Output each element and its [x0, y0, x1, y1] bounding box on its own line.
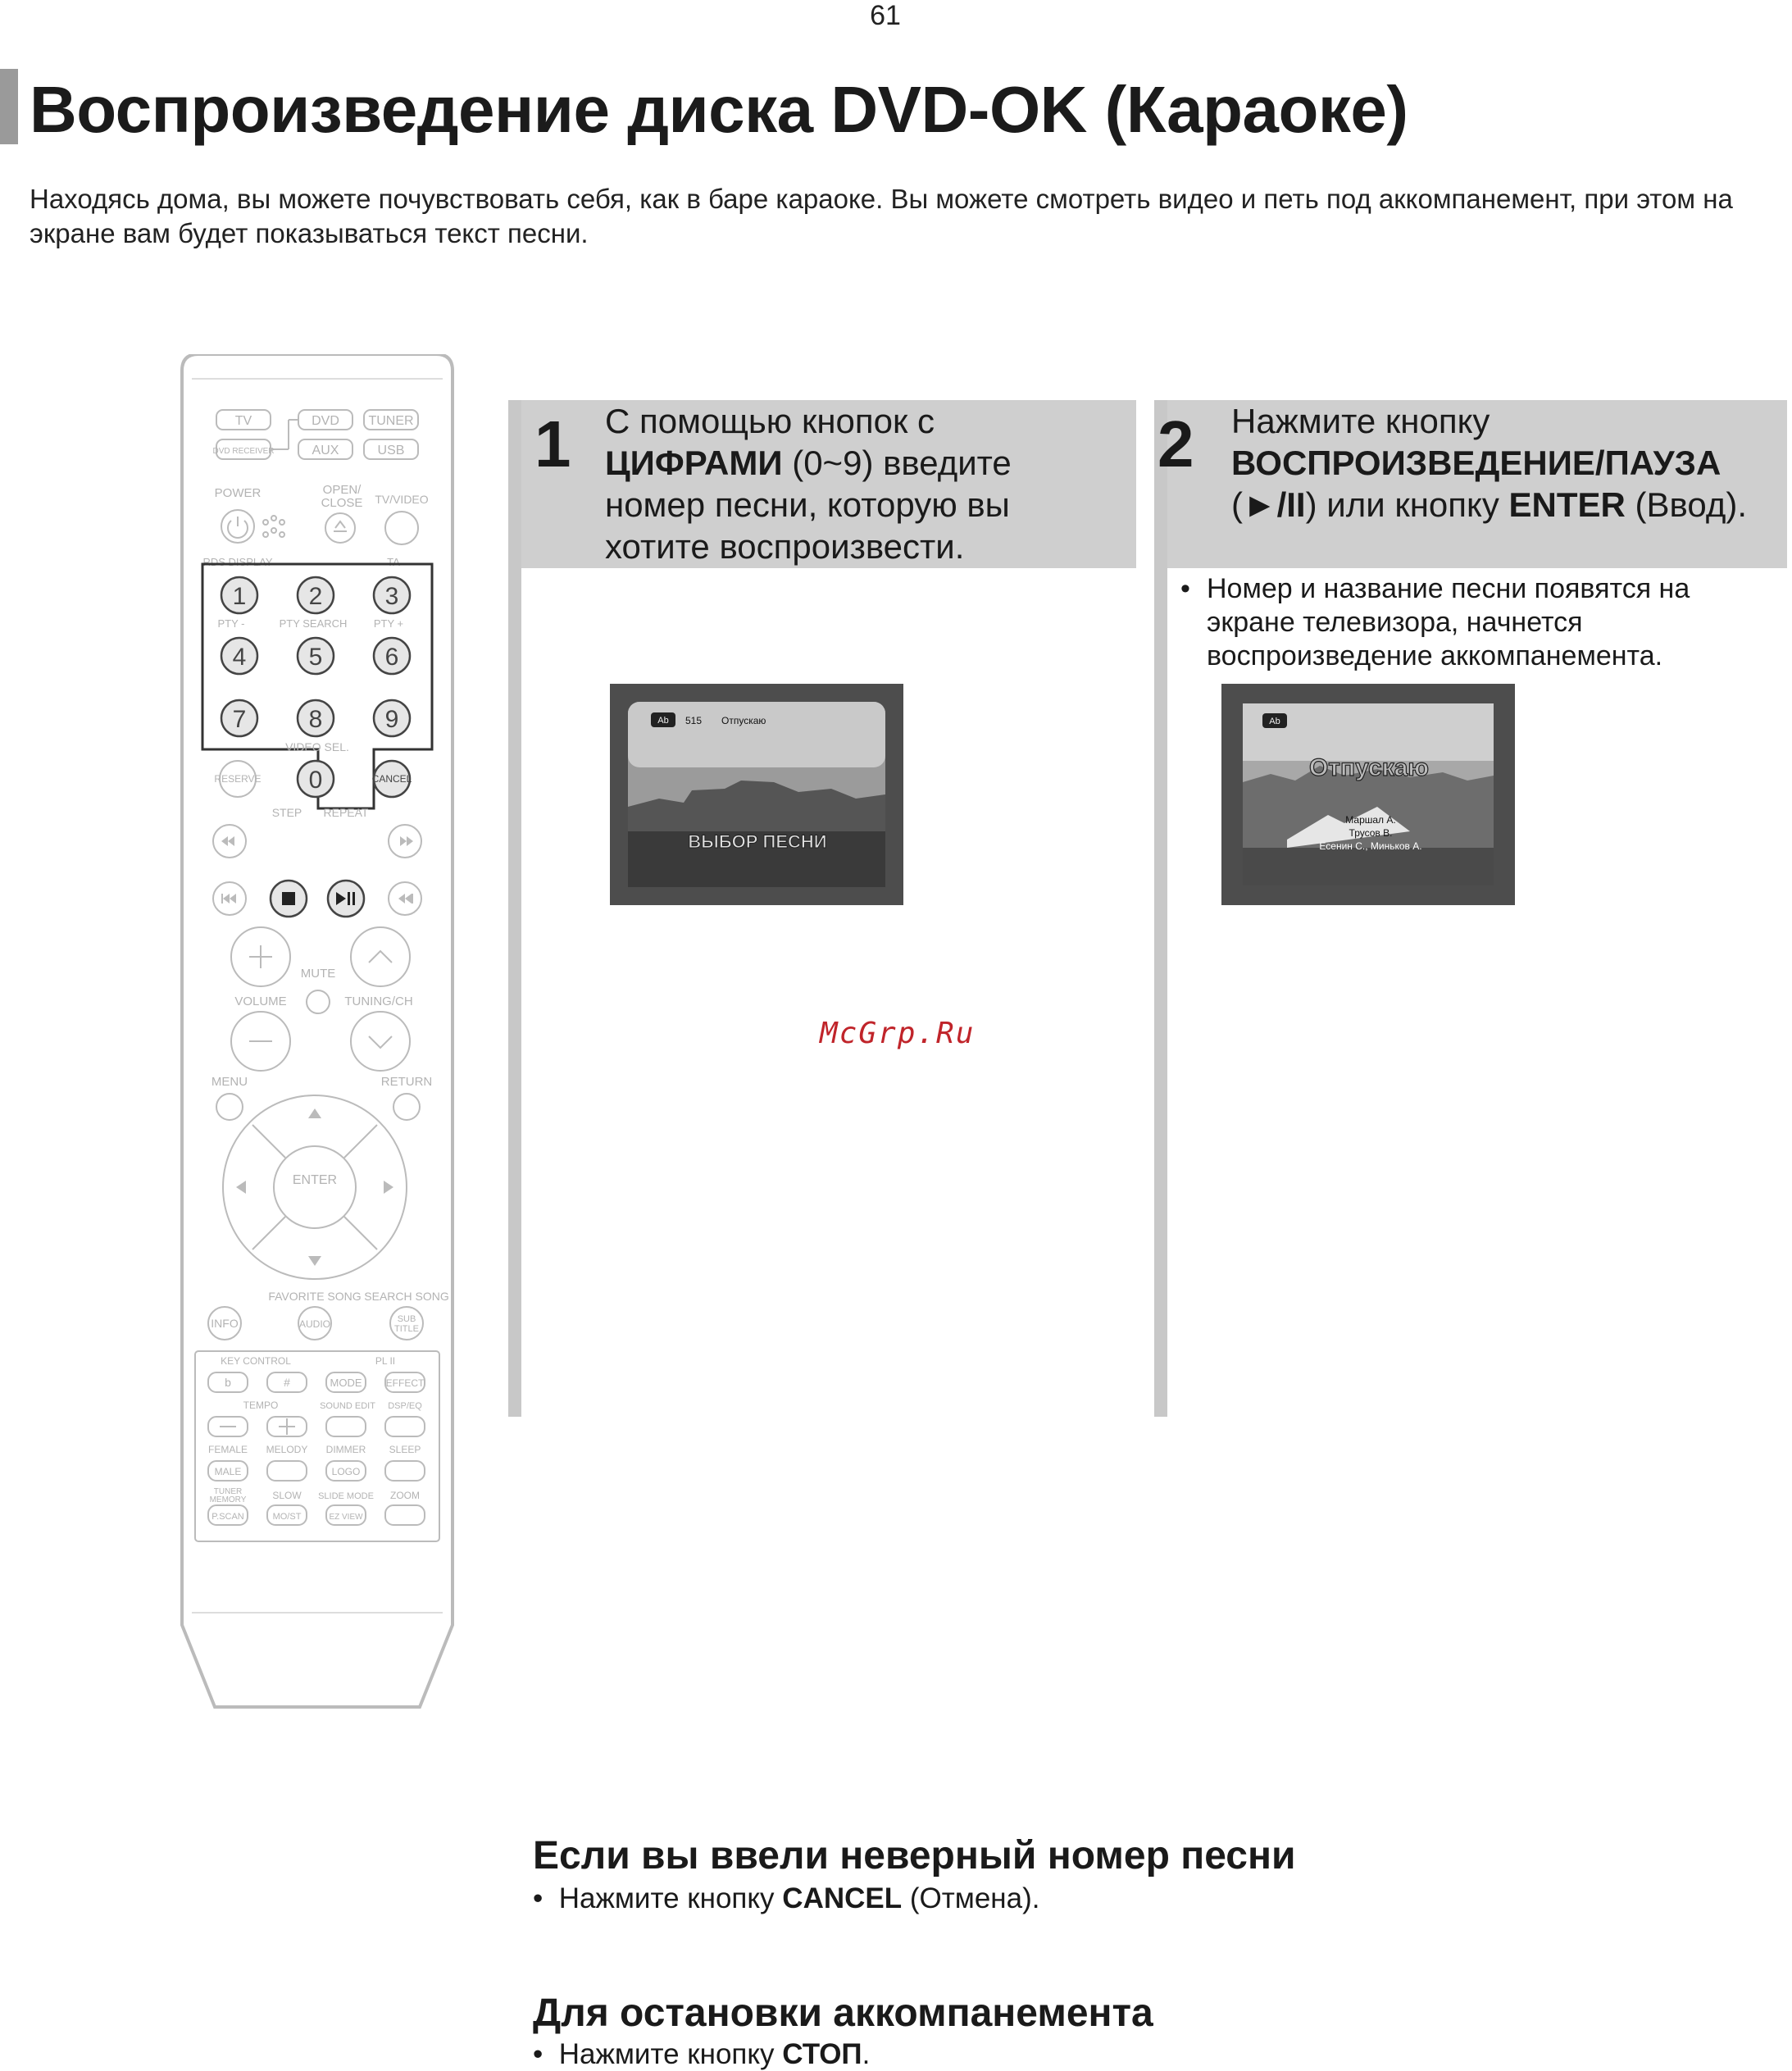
remote-digit-9: 9 [384, 706, 399, 733]
remote-title-label: TITLE [394, 1324, 419, 1334]
remote-dvd-label: DVD [312, 414, 339, 428]
step1-tv-screen [610, 684, 903, 905]
watermark: McGrp.Ru [820, 1017, 976, 1050]
step2-screen-icon: Ab [1269, 717, 1280, 726]
wrong-number-title: Если вы ввели неверный номер песни [533, 1834, 1296, 1878]
remote-effect-label: EFFECT [385, 1377, 425, 1389]
remote-rds-label: RDS DISPLAY [202, 556, 273, 568]
step2-song-title: Отпускаю [1308, 754, 1430, 781]
remote-soundedit-label: SOUND EDIT [320, 1401, 375, 1411]
remote-sub-label: SUB [397, 1314, 416, 1324]
remote-usb-label: USB [377, 444, 405, 457]
remote-info-label: INFO [211, 1317, 239, 1330]
step2-number: 2 [1158, 407, 1194, 480]
stop-accompaniment-text: • Нажмите кнопку СТОП. [533, 2038, 871, 2070]
remote-repeat-label: REPEAT [323, 806, 369, 819]
remote-searchsong-label: SEARCH SONG [364, 1290, 449, 1303]
remote-digit-2: 2 [308, 583, 323, 610]
remote-pl2-label: PL II [375, 1355, 396, 1367]
remote-male-label: MALE [214, 1466, 242, 1477]
remote-ptysearch-label: PTY SEARCH [279, 617, 348, 630]
page-title: Воспроизведение диска DVD-OK (Караоке) [30, 73, 1408, 146]
remote-zoom-label: ZOOM [390, 1490, 420, 1501]
remote-videosel-label: VIDEO SEL. [285, 740, 349, 753]
remote-reserve-label: RESERVE [214, 773, 262, 785]
step1-instruction: С помощью кнопок с ЦИФРАМИ (0~9) введите номер песни, которую вы хотите воспроизвести. [605, 402, 1012, 566]
remote-mode-label: MODE [330, 1377, 362, 1389]
remote-favorite-label: FAVORITE SONG [268, 1290, 362, 1303]
step1-screen-icon: Ab [657, 716, 669, 726]
step2-bullet: • Номер и название песни появятся на экране телевизора, начнется воспроизведение аккомпанемента. [1180, 573, 1690, 671]
step2-credit-3: Есенин С., Миньков А. [1319, 840, 1422, 852]
title-accent-bar [0, 69, 18, 144]
remote-digit-3: 3 [384, 583, 399, 610]
bullet-dot-icon: • [533, 2038, 559, 2070]
step2-credit-1: Маршал А. [1345, 814, 1396, 826]
remote-tuner-memory-label: TUNER [213, 1487, 243, 1496]
page-number: 61 [870, 0, 901, 31]
bullet-dot-icon: • [533, 1882, 559, 1914]
remote-logo-label: LOGO [331, 1466, 361, 1477]
remote-step-label: STEP [271, 806, 302, 819]
remote-melody-label: MELODY [266, 1444, 308, 1455]
remote-receiver-label: DVD RECEIVER [212, 447, 275, 456]
remote-close-label: CLOSE [321, 496, 363, 510]
remote-digit-7: 7 [232, 706, 247, 733]
wrong-number-text: • Нажмите кнопку CANCEL (Отмена). [533, 1882, 1040, 1914]
remote-sharp-label: # [284, 1376, 290, 1389]
remote-tvvideo-label: TV/VIDEO [375, 493, 429, 506]
remote-most-label: MO/ST [272, 1512, 302, 1522]
remote-ta-label: TA [387, 556, 400, 568]
bullet-dot-icon: • [1180, 573, 1190, 604]
remote-menu-label: MENU [211, 1075, 248, 1089]
remote-slow-label: SLOW [272, 1490, 302, 1501]
remote-return-label: RETURN [380, 1075, 433, 1089]
remote-enter-label: ENTER [292, 1173, 338, 1187]
remote-digit-5: 5 [308, 644, 323, 671]
remote-keycontrol-label: KEY CONTROL [221, 1355, 291, 1367]
remote-mute-label: MUTE [300, 967, 336, 981]
step2-tv-screen [1221, 684, 1515, 905]
remote-female-label: FEMALE [207, 1444, 248, 1455]
step1-track-number: 515 [685, 715, 703, 726]
step1-song-select-caption: ВЫБОР ПЕСНИ [688, 831, 827, 852]
remote-ezview-label: EZ VIEW [329, 1513, 363, 1522]
stop-accompaniment-title: Для остановки аккомпанемента [533, 1991, 1153, 2035]
step2-credit-2: Трусов В. [1349, 827, 1393, 839]
remote-cancel-label: CANCEL [371, 773, 412, 785]
remote-dspeq-label: DSP/EQ [388, 1401, 422, 1411]
remote-tempo-label: TEMPO [243, 1400, 279, 1411]
intro-paragraph: Находясь дома, вы можете почувствовать себя, как в баре караоке. Вы можете смотреть видео и петь под аккомпанемент, при этом на экране вам будет показываться текст песни. [30, 184, 1733, 248]
remote-digit-1: 1 [232, 583, 247, 610]
step1-song-name: Отпускаю [721, 715, 766, 726]
remote-power-label: POWER [214, 486, 262, 500]
remote-slidemode-label: SLIDE MODE [318, 1491, 374, 1501]
step2-instruction: Нажмите кнопку ВОСПРОИЗВЕДЕНИЕ/ПАУЗА (►/II) или кнопку ENTER (Ввод). [1231, 402, 1747, 524]
remote-tv-label: TV [234, 414, 252, 428]
remote-tuner-label: TUNER [368, 414, 414, 428]
remote-flat-label: b [225, 1376, 231, 1389]
remote-open-label: OPEN/ [322, 483, 362, 497]
remote-pscan-label: P.SCAN [211, 1512, 244, 1522]
remote-volume-label: VOLUME [234, 995, 287, 1008]
remote-audio-label: AUDIO [298, 1318, 331, 1330]
remote-dimmer-label: DIMMER [325, 1444, 366, 1455]
remote-digit-0: 0 [308, 767, 323, 794]
remote-tuning-label: TUNING/CH [344, 995, 413, 1008]
remote-digit-8: 8 [308, 706, 323, 733]
remote-sleep-label: SLEEP [389, 1444, 421, 1455]
remote-ptyplus-label: PTY + [373, 617, 404, 630]
remote-aux-label: AUX [312, 444, 339, 457]
step1-column-rule [508, 400, 521, 1417]
step1-number: 1 [534, 407, 571, 480]
remote-digit-4: 4 [232, 644, 247, 671]
remote-memory-label: MEMORY [209, 1495, 247, 1504]
remote-ptyminus-label: PTY - [217, 617, 245, 630]
remote-digit-6: 6 [384, 644, 399, 671]
step2-column-rule [1154, 400, 1167, 1417]
remote-control-illustration [174, 354, 461, 1715]
